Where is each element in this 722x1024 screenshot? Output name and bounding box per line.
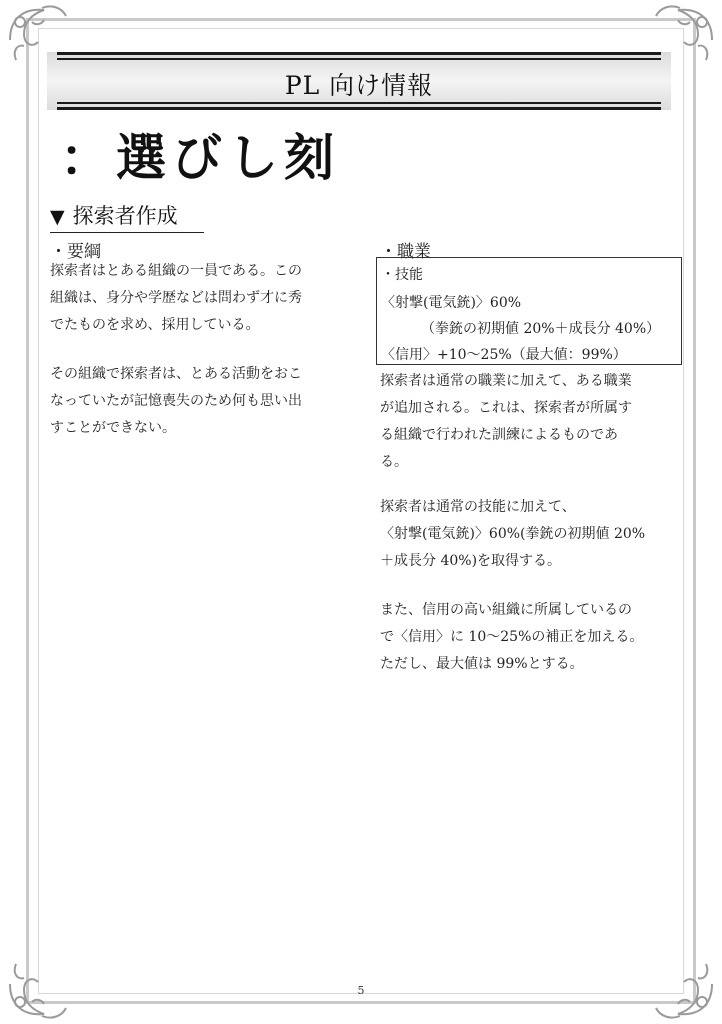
text-line: すことができない。: [50, 420, 176, 436]
occupation-heading: ・職業: [380, 242, 431, 262]
text-line: その組織で探索者は、とある活動をおこ: [50, 366, 302, 382]
occupation-paragraph-1: [380, 368, 632, 476]
text-line: 〈射撃(電気銃)〉60%(拳銃の初期値 20%: [380, 526, 646, 542]
text-line: また、信用の高い組織に所属しているの: [380, 602, 632, 618]
banner-rule: [57, 52, 661, 55]
skill-box: [376, 257, 682, 365]
section-heading: [50, 200, 204, 233]
banner-rule: [57, 107, 661, 110]
header-banner: [47, 52, 671, 110]
page-number: 5: [357, 984, 365, 997]
overview-paragraph-2: [50, 361, 302, 442]
text-line: で〈信用〉に 10〜25%の補正を加える。: [380, 629, 644, 645]
text-line: 組織は、身分や学歴などは問わず才に秀: [50, 290, 302, 306]
text-line: る組織で行われた訓練によるものであ: [380, 427, 618, 443]
banner-title: PL 向け情報: [284, 71, 434, 100]
text-line: 探索者は通常の技能に加えて、: [380, 499, 576, 515]
scenario-title: ：選びし刻: [60, 128, 340, 187]
skill-line-credit: 〈信用〉+10〜25%（最大値：99%）: [381, 347, 627, 363]
banner-rule: [57, 102, 661, 104]
text-line: ＋成長分 40%)を取得する。: [380, 553, 562, 569]
text-line: 探索者はとある組織の一員である。この: [50, 263, 302, 279]
banner-rule: [57, 58, 661, 60]
text-line: が追加される。これは、探索者が所属す: [380, 400, 632, 416]
text-line: なっていたが記憶喪失のため何も思い出: [50, 393, 302, 409]
skill-line-firearm-detail: （拳銃の初期値 20%＋成長分 40%）: [421, 321, 661, 337]
section-heading-label: 探索者作成: [72, 204, 178, 228]
overview-heading: ・要綱: [50, 242, 101, 262]
overview-paragraph-1: [50, 258, 302, 339]
triangle-marker-icon: ▼: [50, 206, 65, 228]
text-line: ただし、最大値は 99%とする。: [380, 656, 584, 672]
text-line: でたものを求め、採用している。: [50, 317, 260, 333]
skill-box-label: ・技能: [381, 267, 423, 283]
occupation-paragraph-2: [380, 494, 645, 575]
skill-line-firearm: 〈射撃(電気銃)〉60%: [381, 295, 522, 311]
text-line: 探索者は通常の職業に加えて、ある職業: [380, 373, 632, 389]
text-line: る。: [380, 454, 408, 470]
occupation-paragraph-3: [380, 597, 643, 678]
